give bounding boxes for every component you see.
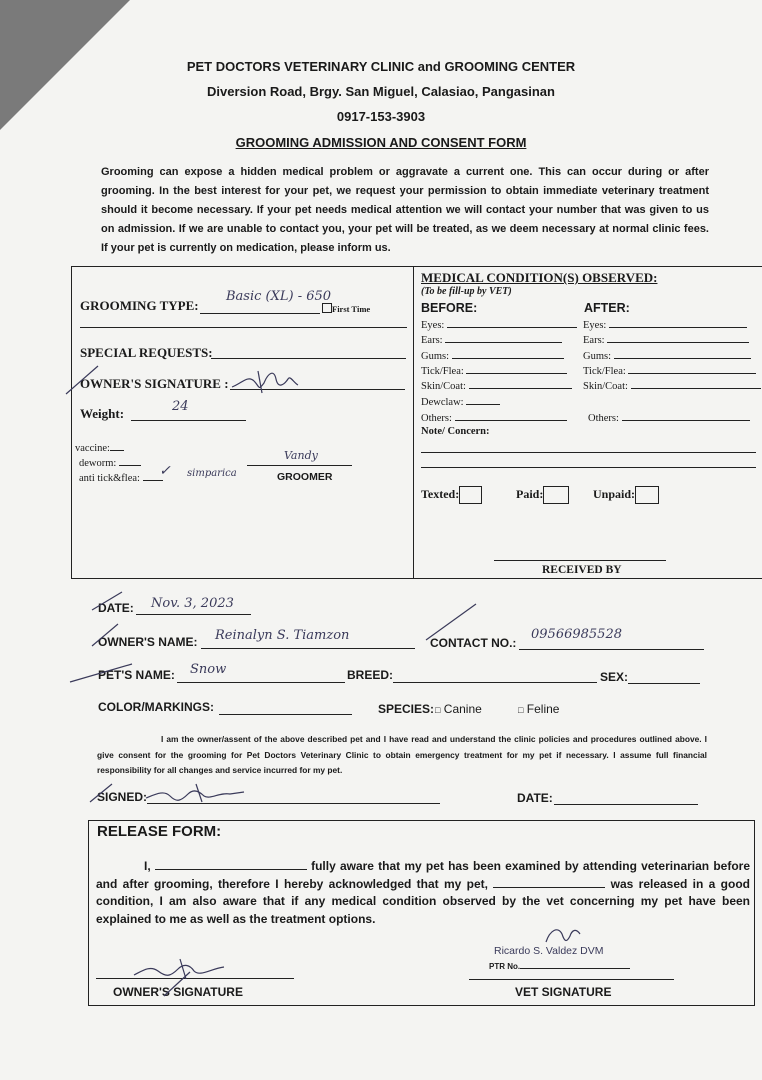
medical-before-row[interactable]: Gums:: [421, 349, 564, 362]
others-before-row[interactable]: Others:: [421, 411, 567, 424]
unpaid-checkbox[interactable]: [635, 486, 659, 504]
owner-signature-scribble: [228, 363, 308, 399]
date-label: DATE:: [98, 601, 134, 615]
release-owner-signature-label: OWNER'S SIGNATURE: [113, 985, 243, 999]
species-label: SPECIES:: [378, 702, 435, 716]
owner-name-check-mark: [88, 620, 122, 650]
before-label: BEFORE:: [421, 301, 478, 315]
release-owner-blank[interactable]: [155, 859, 307, 870]
contact-value: 09566985528: [531, 627, 622, 642]
date-value: Nov. 3, 2023: [151, 596, 234, 611]
breed-label: BREED:: [347, 668, 394, 682]
texted-option[interactable]: Texted:: [421, 486, 482, 504]
anti-tick-value: simparica: [187, 468, 237, 479]
feline-option[interactable]: □ Feline: [518, 702, 560, 716]
signed-check-mark: [86, 780, 116, 806]
release-owner-check-mark: [160, 968, 194, 1000]
breed-field[interactable]: [393, 669, 597, 683]
received-by-line[interactable]: [494, 560, 666, 561]
pet-name-value: Snow: [190, 662, 227, 677]
vet-name-stamp: Ricardo S. Valdez DVM: [494, 945, 604, 957]
medical-condition-title: MEDICAL CONDITION(S) OBSERVED:: [421, 270, 658, 285]
groomer-label: GROOMER: [277, 471, 333, 483]
owner-signature-label: OWNER'S SIGNATURE :: [80, 376, 229, 391]
contact-label: CONTACT NO.:: [430, 636, 517, 650]
first-time-checkbox[interactable]: [322, 303, 332, 313]
vaccine-label: vaccine:: [75, 440, 124, 454]
sex-label: SEX:: [600, 670, 629, 684]
medical-before-row[interactable]: Eyes:: [421, 318, 577, 331]
consent-paragraph: I am the owner/assent of the above described pet and I have read and understand the clinic policies and procedures outlined above. I give consent for the grooming for Pet Doctors Veterinary Clinic to obtain emergency treatment for my pet if necessary. I assume full financial responsibility for all changes and service incurred for my pet.: [97, 734, 707, 775]
pet-name-label: PET'S NAME:: [98, 668, 175, 682]
release-pet-blank[interactable]: [493, 877, 605, 888]
ptr-number: PTR No.: [489, 962, 630, 971]
grooming-type-value: Basic (XL) - 650: [226, 289, 332, 304]
anti-tick-check: ✓: [159, 463, 171, 479]
weight-value: 24: [172, 399, 189, 414]
medical-before-row[interactable]: Tick/Flea:: [421, 364, 567, 377]
medical-before-row[interactable]: Ears:: [421, 333, 562, 346]
color-markings-field[interactable]: [219, 701, 352, 715]
owner-name-label: OWNER'S NAME:: [98, 635, 198, 649]
clinic-name: PET DOCTORS VETERINARY CLINIC and GROOMING CENTER: [186, 59, 576, 74]
form-title: GROOMING ADMISSION AND CONSENT FORM: [235, 135, 527, 150]
feline-checkbox[interactable]: □: [518, 705, 524, 715]
clinic-phone: 0917-153-3903: [336, 109, 426, 124]
sex-field[interactable]: [628, 670, 700, 684]
contact-check-mark: [420, 600, 480, 644]
unpaid-option[interactable]: Unpaid:: [593, 486, 659, 504]
medical-after-row[interactable]: Tick/Flea:: [583, 364, 756, 377]
note-concern-label: Note/ Concern:: [421, 426, 490, 437]
signed-scribble: [140, 780, 250, 806]
special-requests-field[interactable]: [211, 344, 406, 359]
medical-after-row[interactable]: Eyes:: [583, 318, 747, 331]
weight-label: Weight:: [80, 406, 125, 421]
paid-checkbox[interactable]: [543, 486, 569, 504]
dewclaw-row[interactable]: Dewclaw:: [421, 395, 500, 408]
others-after-row[interactable]: Others:: [588, 411, 750, 424]
owner-signature-slash: [62, 362, 102, 398]
canine-checkbox[interactable]: □: [435, 705, 441, 715]
grooming-type-line-2: [80, 327, 407, 328]
groomer-line: [247, 465, 352, 466]
release-form-title: RELEASE FORM:: [97, 823, 222, 840]
received-by-label: RECEIVED BY: [542, 564, 622, 576]
first-time-option[interactable]: First Time: [322, 303, 370, 314]
owner-name-value: Reinalyn S. Tiamzon: [215, 628, 350, 643]
special-requests-label: SPECIAL REQUESTS:: [80, 345, 213, 360]
intro-paragraph: Grooming can expose a hidden medical problem or aggravate a current one. This can occur during or after grooming. In the best interest for your pet, we request your permission to obtain immediate veterinary treatment should it become necessary. If your pet needs medical attention we will contact your number that was given to us on admission. If we are unable to contact you, your pet will be treated, as we deem necessary at normal clinic fees. If your pet is currently on medication, please inform us.: [101, 166, 709, 254]
pet-name-check-mark: [66, 660, 136, 686]
box-divider: [413, 266, 414, 579]
signed-date-label: DATE:: [517, 791, 553, 805]
medical-subtitle: (To be fill-up by VET): [421, 286, 512, 297]
vet-signature-label: VET SIGNATURE: [515, 985, 612, 999]
grooming-type-label: GROOMING TYPE:: [80, 298, 199, 313]
color-markings-label: COLOR/MARKINGS:: [98, 700, 214, 714]
clinic-address: Diversion Road, Brgy. San Miguel, Calasiao, Pangasinan: [207, 84, 555, 99]
medical-after-row[interactable]: Gums:: [583, 349, 751, 362]
vet-signature-line[interactable]: [469, 979, 674, 980]
note-line-1[interactable]: [421, 452, 756, 453]
note-line-2[interactable]: [421, 467, 756, 468]
signed-label: SIGNED:: [97, 790, 148, 804]
medical-after-row[interactable]: Ears:: [583, 333, 749, 346]
texted-checkbox[interactable]: [459, 486, 482, 504]
paid-option[interactable]: Paid:: [516, 486, 569, 504]
canine-option[interactable]: □ Canine: [435, 702, 482, 716]
after-label: AFTER:: [584, 301, 630, 315]
signed-date-field[interactable]: [554, 791, 698, 805]
date-check-mark: [88, 588, 128, 614]
release-paragraph: I, fully aware that my pet has been examined by attending veterinarian before and after grooming, therefore I hereby acknowledged that my pet, was released in a good condition, I am also aware that if any medical condition observed by the vet concerning my pet have been explained to me as well as the treatment options.: [96, 859, 750, 926]
medical-before-row[interactable]: Skin/Coat:: [421, 379, 572, 392]
deworm-label: deworm:: [79, 455, 141, 469]
anti-tick-label: anti tick&flea:: [79, 470, 163, 484]
medical-after-row[interactable]: Skin/Coat:: [583, 379, 761, 392]
groomer-value: Vandy: [284, 449, 318, 462]
